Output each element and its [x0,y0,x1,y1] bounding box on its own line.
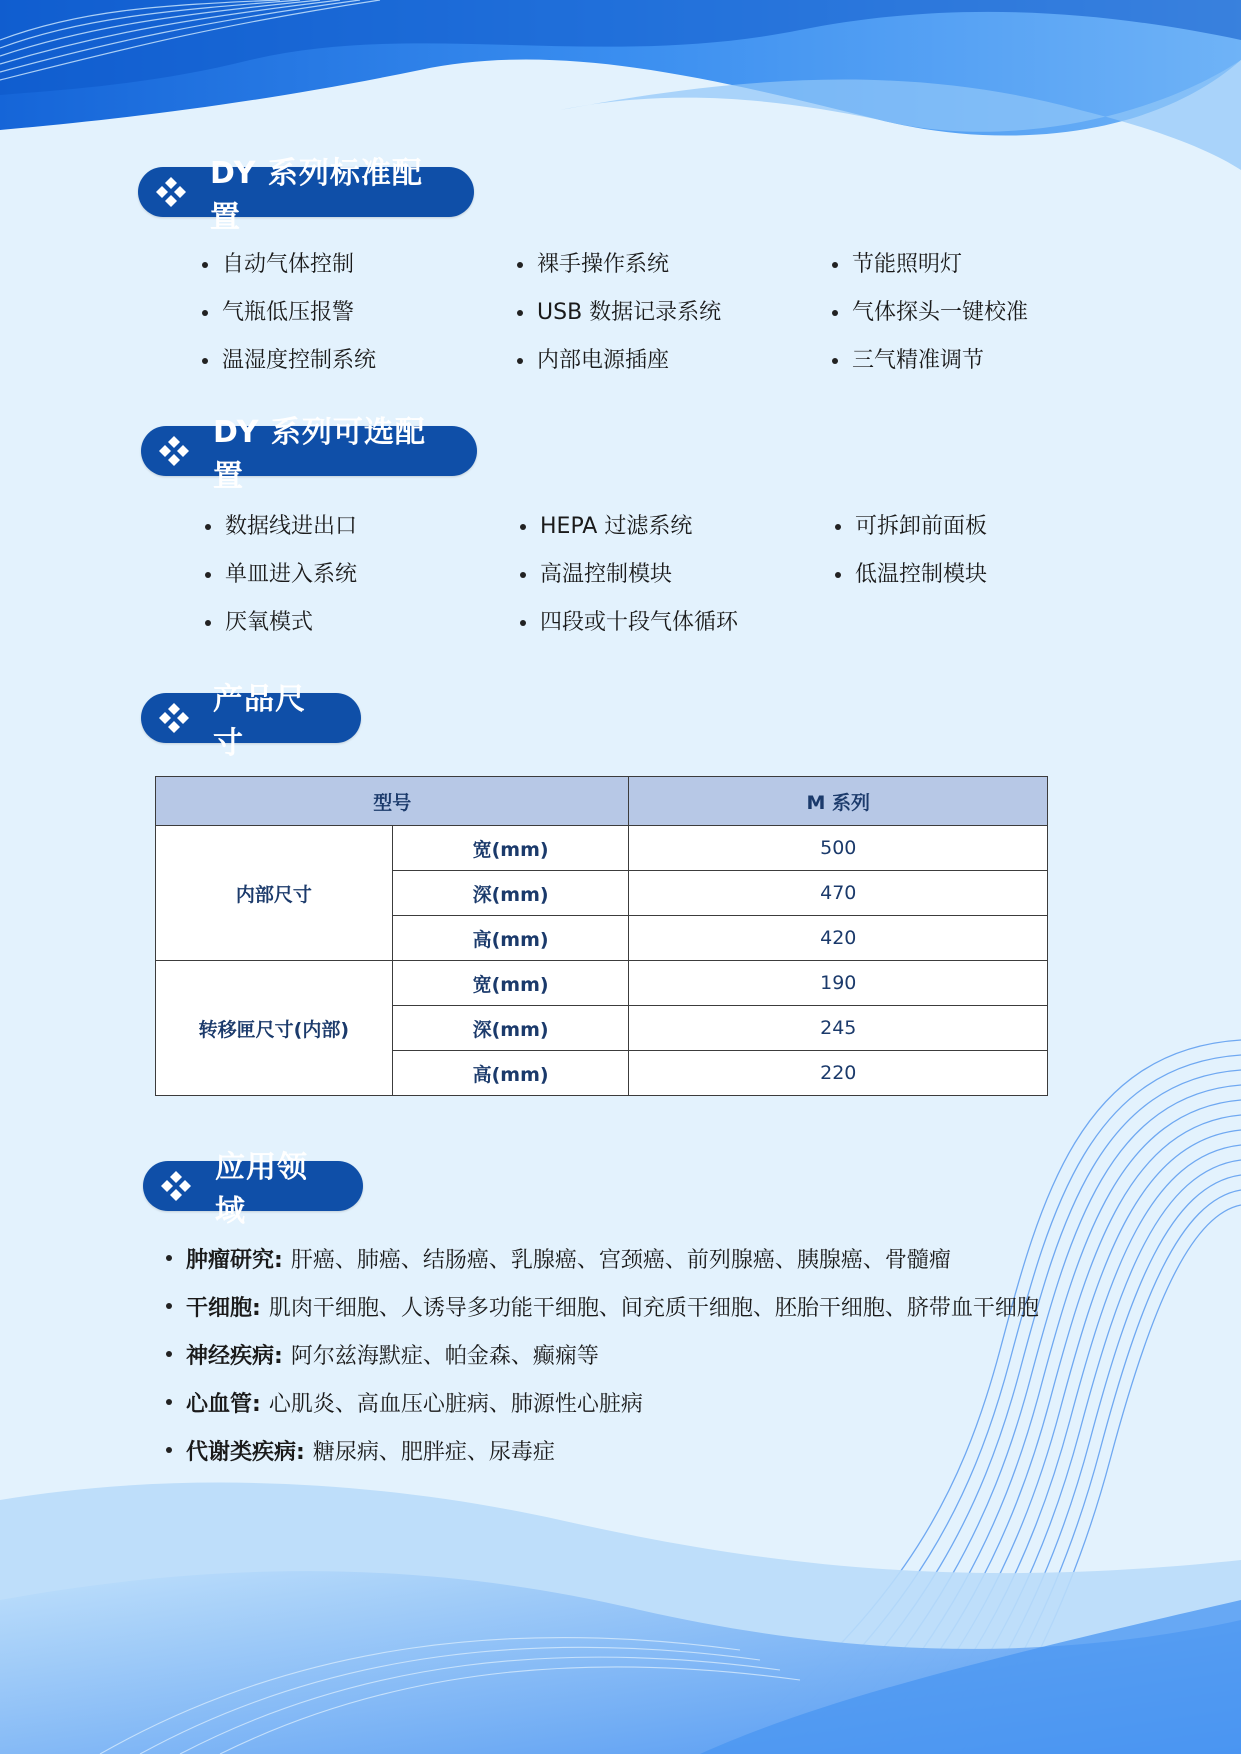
list-item: 干细胞: 肌肉干细胞、人诱导多功能干细胞、间充质干细胞、胚胎干细胞、脐带血干细胞 [166,1293,1039,1319]
list-item: 四段或十段气体循环 [520,610,835,636]
diamond-cluster-icon [157,434,191,468]
list-item: 高温控制模块 [520,562,835,588]
applications-list [166,1245,1039,1485]
list-item: 可拆卸前面板 [835,514,1095,540]
bullet-icon [832,310,838,316]
bullet-icon [166,1303,172,1309]
dimension-label: 宽(mm) [392,961,629,1006]
optional-config-list [205,514,1095,636]
table-row [156,826,1048,871]
list-item: 神经疾病: 阿尔兹海默症、帕金森、癫痫等 [166,1341,1039,1367]
dimension-label: 高(mm) [392,916,629,961]
bullet-icon [205,524,211,530]
group-label: 转移匣尺寸(内部) [156,961,393,1096]
list-item: 自动气体控制 [202,252,517,278]
dimension-value: 220 [629,1051,1048,1096]
list-item: 数据线进出口 [205,514,520,540]
dimension-value: 190 [629,961,1048,1006]
list-item: USB 数据记录系统 [517,300,832,326]
section-title-text: DY 系列可选配置 [213,415,426,494]
list-item: 厌氧模式 [205,610,520,636]
dimension-label: 深(mm) [392,1006,629,1051]
diamond-cluster-icon [159,1169,193,1203]
list-item: 心血管: 心肌炎、高血压心脏病、肺源性心脏病 [166,1389,1039,1415]
header-model: 型号 [156,777,629,826]
bullet-icon [205,572,211,578]
bullet-icon [835,572,841,578]
table-header-row [156,777,1048,826]
table-row [156,961,1048,1006]
list-item: 代谢类疾病: 糖尿病、肥胖症、尿毒症 [166,1437,1039,1463]
list-item: 温湿度控制系统 [202,348,517,374]
standard-config-list [202,252,1092,374]
bullet-icon [166,1255,172,1261]
dimension-value: 420 [629,916,1048,961]
section-title-standard [138,156,474,235]
list-item: 节能照明灯 [832,252,1092,278]
bullet-icon [520,620,526,626]
bullet-icon [166,1447,172,1453]
list-item: 气体探头一键校准 [832,300,1092,326]
section-title-optional [141,415,477,494]
dimension-label: 宽(mm) [392,826,629,871]
bullet-icon [166,1351,172,1357]
list-item: 气瓶低压报警 [202,300,517,326]
dimensions-table [155,776,1048,1096]
list-item: 肿瘤研究: 肝癌、肺癌、结肠癌、乳腺癌、宫颈癌、前列腺癌、胰腺癌、骨髓瘤 [166,1245,1039,1271]
dimension-value: 500 [629,826,1048,871]
bullet-icon [832,358,838,364]
bullet-icon [202,310,208,316]
section-title-dimensions [141,682,361,761]
list-item: 低温控制模块 [835,562,1095,588]
bullet-icon [520,572,526,578]
dimension-label: 深(mm) [392,871,629,916]
bullet-icon [517,310,523,316]
bullet-icon [520,524,526,530]
list-item: 三气精准调节 [832,348,1092,374]
section-title-applications [143,1150,363,1229]
diamond-cluster-icon [157,701,191,735]
dimension-value: 470 [629,871,1048,916]
list-item: 单皿进入系统 [205,562,520,588]
list-item: 内部电源插座 [517,348,832,374]
section-title-text: DY 系列标准配置 [210,156,423,235]
diamond-cluster-icon [154,175,188,209]
bullet-icon [205,620,211,626]
dimension-value: 245 [629,1006,1048,1051]
bullet-icon [517,358,523,364]
bullet-icon [202,262,208,268]
bullet-icon [166,1399,172,1405]
bullet-icon [832,262,838,268]
dimension-label: 高(mm) [392,1051,629,1096]
bullet-icon [517,262,523,268]
header-series: M 系列 [629,777,1048,826]
bullet-icon [835,524,841,530]
bullet-icon [202,358,208,364]
list-item: HEPA 过滤系统 [520,514,835,540]
group-label: 内部尺寸 [156,826,393,961]
section-title-text: 应用领域 [215,1150,308,1229]
list-item: 裸手操作系统 [517,252,832,278]
section-title-text: 产品尺寸 [213,682,306,761]
